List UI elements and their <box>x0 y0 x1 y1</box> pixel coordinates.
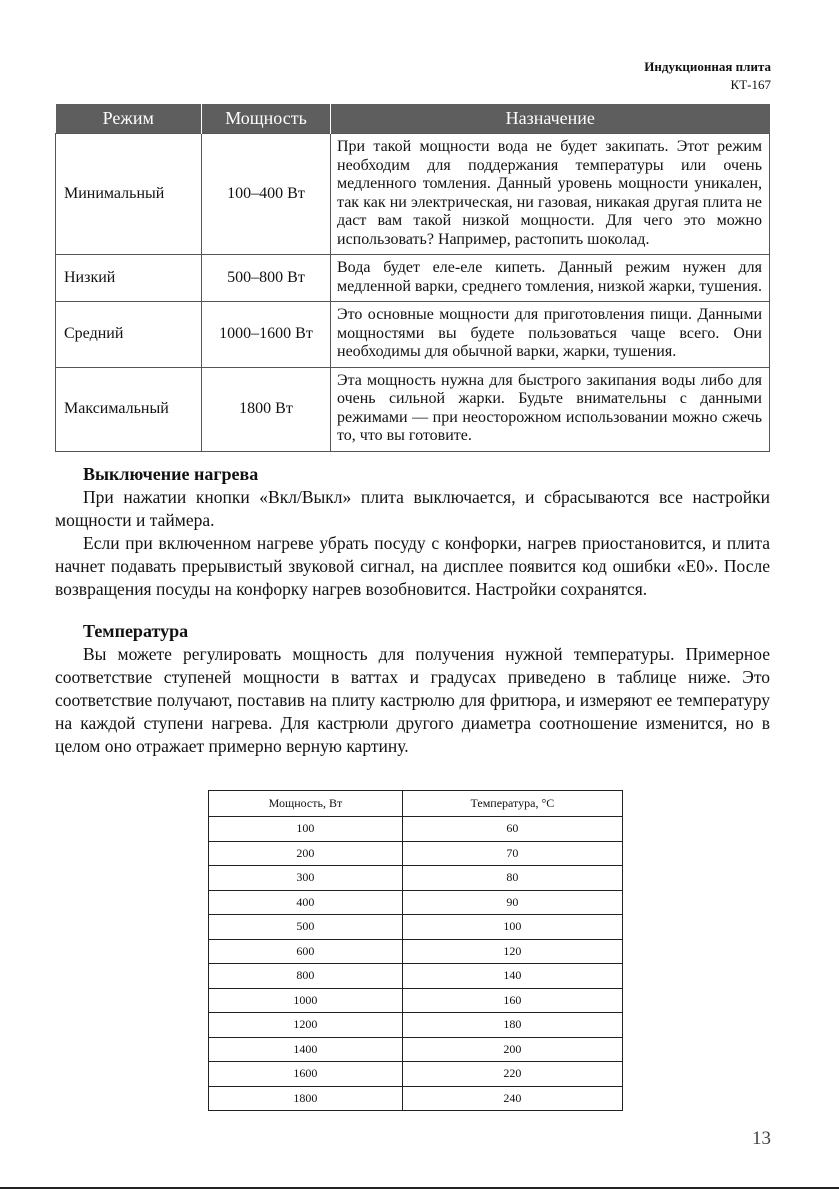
power-value: 100 <box>209 817 403 842</box>
paragraph: Если при включенном нагреве убрать посуду с конфорки, нагрев приостановится, и плита начнет подавать прерывистый звуковой сигнал, на дисплее появится код ошибки «E0». После возвращения посуды на конфорку нагрев возобновится. Настройки сохранятся. <box>55 533 770 599</box>
temperature-value: 160 <box>402 988 622 1013</box>
page-header <box>644 58 771 94</box>
power-value: 1200 <box>209 1013 403 1038</box>
power-value: 1800 <box>209 1086 403 1111</box>
paragraph: При нажатии кнопки «Вкл/Выкл» плита выключается, и сбрасываются все настройки мощности и таймера. <box>55 487 770 530</box>
temperature-value: 180 <box>402 1013 622 1038</box>
table-row <box>209 939 623 964</box>
description-cell: Это основные мощности для приготовления пищи. Данными мощностями вы будете пользоваться чаще всего. Они необходимы для обычной варки, жарки, тушения. <box>331 302 770 368</box>
power-value: 800 <box>209 964 403 989</box>
section-temperature <box>55 620 770 758</box>
table-header-row <box>209 791 623 817</box>
description-cell: При такой мощности вода не будет закипать. Этот режим необходим для поддержания температуры или очень медленного томления. Данный уровень мощности уникален, так как ни электрическая, ни газовая, никакая другая плита не даст вам такой низкой мощности. Для чего это можно использовать? Например, растопить шоколад. <box>331 134 770 255</box>
temperature-value: 90 <box>402 890 622 915</box>
table-row <box>209 1086 623 1111</box>
temperature-value: 120 <box>402 939 622 964</box>
power-cell: 1800 Вт <box>202 367 331 451</box>
table-row <box>209 817 623 842</box>
temperature-value: 70 <box>402 841 622 866</box>
power-cell: 100–400 Вт <box>202 134 331 255</box>
power-value: 300 <box>209 866 403 891</box>
temperature-value: 220 <box>402 1062 622 1087</box>
description-cell: Вода будет еле-еле кипеть. Данный режим нужен для медленной варки, среднего томления, низкой жарки, тушения. <box>331 255 770 302</box>
table-row <box>56 134 770 255</box>
temperature-value: 80 <box>402 866 622 891</box>
power-modes-table <box>55 104 770 452</box>
power-value: 1400 <box>209 1037 403 1062</box>
temperature-value: 100 <box>402 915 622 940</box>
mode-cell: Низкий <box>56 255 202 302</box>
mode-cell: Максимальный <box>56 367 202 451</box>
table-row <box>209 988 623 1013</box>
table-row <box>209 964 623 989</box>
temperature-value: 240 <box>402 1086 622 1111</box>
table-row <box>209 866 623 891</box>
mode-cell: Средний <box>56 302 202 368</box>
power-value: 600 <box>209 939 403 964</box>
temperature-value: 140 <box>402 964 622 989</box>
section-heading: Температура <box>83 621 189 641</box>
mode-cell: Минимальный <box>56 134 202 255</box>
power-value: 1000 <box>209 988 403 1013</box>
column-header-mode: Режим <box>56 104 202 134</box>
description-cell: Эта мощность нужна для быстрого закипания воды либо для очень сильной жарки. Будьте внимательны с данными режимами — при неосторожном использовании можно сжечь то, что вы готовите. <box>331 367 770 451</box>
header-title: Индукционная плита <box>644 59 771 74</box>
section-heating-off <box>55 463 770 601</box>
column-header-power: Мощность, Вт <box>209 791 403 817</box>
table-row <box>209 841 623 866</box>
table-header-row <box>56 104 770 134</box>
table-row <box>209 890 623 915</box>
section-heading: Выключение нагрева <box>83 464 259 484</box>
table-row <box>209 915 623 940</box>
power-value: 400 <box>209 890 403 915</box>
power-value: 1600 <box>209 1062 403 1087</box>
column-header-temperature: Температура, °C <box>402 791 622 817</box>
power-temperature-table <box>208 790 623 1111</box>
power-cell: 1000–1600 Вт <box>202 302 331 368</box>
table-row <box>209 1062 623 1087</box>
temperature-value: 60 <box>402 817 622 842</box>
column-header-purpose: Назначение <box>331 104 770 134</box>
power-cell: 500–800 Вт <box>202 255 331 302</box>
table-row <box>209 1013 623 1038</box>
power-value: 500 <box>209 915 403 940</box>
table-row <box>209 1037 623 1062</box>
table-row <box>56 255 770 302</box>
column-header-power: Мощность <box>202 104 331 134</box>
table-row <box>56 302 770 368</box>
page-bottom-border <box>0 1187 839 1189</box>
paragraph: Вы можете регулировать мощность для получения нужной температуры. Примерное соответствие ступеней мощности в ваттах и градусах приведено в таблице ниже. Это соответствие получают, поставив на плиту кастрюлю для фритюра, и измеряют ее температуру на каждой ступени нагрева. Для кастрюли другого диаметра соотношение изменится, но в целом оно отражает примерно верную картину. <box>55 644 770 756</box>
table-row <box>56 367 770 451</box>
page-number: 13 <box>752 1128 771 1149</box>
power-value: 200 <box>209 841 403 866</box>
temperature-value: 200 <box>402 1037 622 1062</box>
header-model: КТ-167 <box>730 77 771 92</box>
